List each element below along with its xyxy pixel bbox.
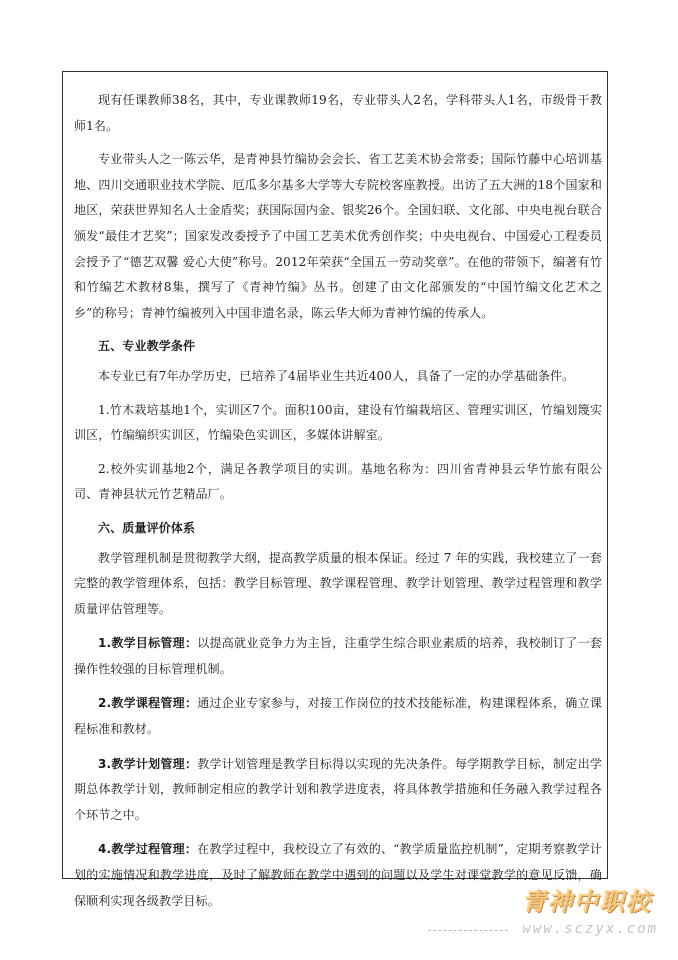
- paragraph-text: 通过企业专家参与，对接工作岗位的技术技能标准，构建课程体系，确立课程标准和教材。: [74, 696, 602, 737]
- paragraph-text: 教学计划管理是教学目标得以实现的先决条件。每学期教学目标，制定出学期总体教学计划，教师制定相应的教学计划和教学进度表，将具体教学措施和任务融入教学过程各个环节之中。: [74, 756, 602, 822]
- paragraph-text: 在教学过程中，我校设立了有效的、“教学质量监控机制”，定期考察教学计划的实施情况和教学进度，及时了解教师在教学中遇到的问题以及学生对课堂教学的意见反馈，确保顺利实现各级教学目标。: [74, 842, 602, 908]
- paragraph-goal-management: [74, 631, 602, 682]
- paragraph-base-1: [74, 398, 602, 449]
- watermark-url: www.sczyx.com: [522, 921, 658, 937]
- watermark-divider: [428, 930, 508, 931]
- section-heading-quality-evaluation: [74, 516, 602, 542]
- document-body: [74, 88, 602, 922]
- paragraph-text: 教学管理机制是贯彻教学大纲，提高教学质量的根本保证。经过 7 年的实践，我校建立了一套完整的教学管理体系，包括：教学目标管理、教学课程管理、教学计划管理、教学过程管理和教学质量评估管理等。: [74, 550, 602, 616]
- watermark-logo-text: 青神中职校: [522, 888, 652, 916]
- paragraph-lead: 4.教学过程管理：: [98, 842, 198, 857]
- paragraph-text: 现有任课教师38名，其中，专业课教师19名，专业带头人2名，学科带头人1名，市级骨干教师1名。: [74, 93, 602, 133]
- paragraph-text: 专业带头人之一陈云华，是青神县竹编协会会长、省工艺美术协会常委；国际竹藤中心培训基地、四川交通职业技术学院、厄瓜多尔基多大学等大专院校客座教授。出访了五大洲的18个国家和地区，荣获世界知名人士金盾奖；获国际国内金、银奖26个。全国妇联、文化部、中央电视台联合颁发“最佳才艺奖”；国家发改委授予了中国工艺美术优秀创作奖；中央电视台、中国爱心工程委员会授予了“德艺双馨 爱心大使”称号。2012年荣获“全国五一劳动奖章”。在他的带领下，编著有竹和竹编艺术教材8集，撰写了《青神竹编》丛书。创建了由文化部颁发的“中国竹编文化艺术之乡”的称号；青神竹编被列入中国非遗名录，陈云华大师为青神竹编的传承人。: [74, 152, 602, 320]
- paragraph-text: 本专业已有7年办学历史，已培养了4届毕业生共近400人，具备了一定的办学基础条件。: [98, 368, 575, 383]
- watermark-url-row: [428, 921, 658, 939]
- section-heading-text: 六、质量评价体系: [98, 520, 196, 535]
- paragraph-text: 2.校外实训基地2个，满足各教学项目的实训。基地名称为：四川省青神县云华竹旅有限公司、青神县状元竹艺精品厂。: [74, 461, 602, 502]
- paragraph-lead: 3.教学计划管理：: [98, 756, 198, 771]
- paragraph-history: [74, 364, 602, 390]
- paragraph-base-2: [74, 457, 602, 508]
- paragraph-teachers: [74, 88, 602, 139]
- paragraph-plan-management: [74, 752, 602, 829]
- paragraph-management-intro: [74, 546, 602, 623]
- paragraph-course-management: [74, 691, 602, 742]
- paragraph-text: 1.竹木栽培基地1个，实训区7个。面积100亩，建设有竹编栽培区、管理实训区，竹编划篾实训区，竹编编织实训区，竹编染色实训区，多媒体讲解室。: [74, 402, 602, 443]
- paragraph-lead: 2.教学课程管理：: [98, 696, 198, 711]
- paragraph-lead: 1.教学目标管理：: [98, 636, 198, 651]
- paragraph-text: 以提高就业竞争力为主旨，注重学生综合职业素质的培养，我校制订了一套操作性较强的目标管理机制。: [74, 636, 602, 676]
- section-heading-teaching-conditions: [74, 334, 602, 360]
- site-watermark: [428, 882, 658, 946]
- paragraph-leader-bio: [74, 147, 602, 326]
- section-heading-text: 五、专业教学条件: [98, 339, 196, 354]
